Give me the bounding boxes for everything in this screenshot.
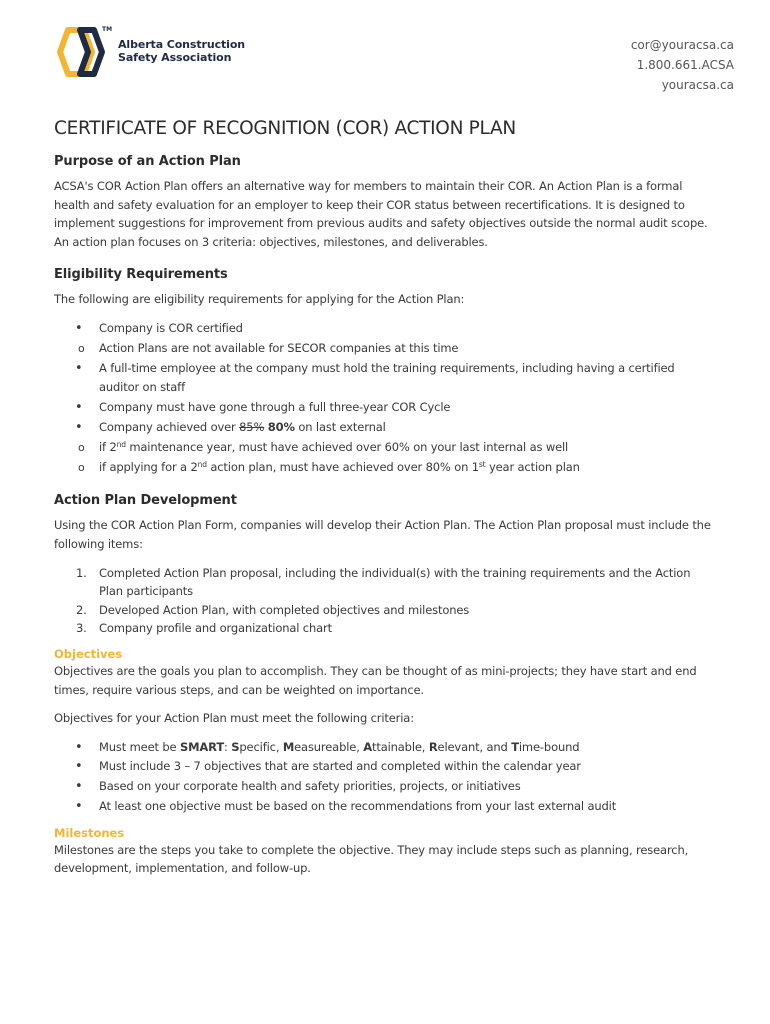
- hexagon-logo-icon: [54, 26, 113, 78]
- list-item: 3. Company profile and organizational chart: [76, 621, 332, 636]
- objectives-criteria-list: [54, 738, 714, 817]
- eligibility-heading: Eligibility Requirements: [54, 267, 228, 283]
- list-item: o if applying for a 2nd action plan, must have achieved over 80% on 1st year action plan: [54, 458, 714, 478]
- list-item: • Must include 3 – 7 objectives that are started and completed within the calendar year: [54, 757, 714, 777]
- objectives-body: Objectives are the goals you plan to accomplish. They can be thought of as mini-projects; they have start and end times, require various steps, and can be weighted on importance.: [54, 663, 697, 697]
- objectives-heading: Objectives: [54, 646, 123, 661]
- page-title: CERTIFICATE OF RECOGNITION (COR) ACTION PLAN: [54, 118, 516, 139]
- list-item: o if 2nd maintenance year, must have achieved over 60% on your last internal as well: [54, 438, 714, 458]
- development-list: [54, 564, 714, 638]
- purpose-body: ACSA's COR Action Plan offers an alternative way for members to maintain their COR. An Action Plan is a formal health and safety evaluation for an employer to keep their COR status between recertifications. It is designed to implement suggestions for improvement from previous audits and safety objectives outside the normal audit scope. An action plan focuses on 3 criteria: objectives, milestones, and deliverables.: [54, 179, 708, 249]
- list-item: • Company achieved over 85% 80% on last external o if 2nd maintenance year, must have achieved over 60% on your last internal as well o if applying for a 2nd action plan, must have achieved over 80% on 1st year action plan: [54, 418, 714, 477]
- list-item: • Must meet be SMART: Specific, Measureable, Attainable, Relevant, and Time-bound: [54, 738, 714, 758]
- list-item: • At least one objective must be based on the recommendations from your last external audit: [54, 797, 714, 817]
- eligibility-list: [54, 319, 714, 477]
- struck-value: 85%: [239, 419, 265, 434]
- list-item: • Company must have gone through a full three-year COR Cycle: [54, 398, 714, 418]
- contact-website: youracsa.ca: [661, 78, 734, 92]
- list-item: o Action Plans are not available for SECOR companies at this time: [54, 339, 714, 359]
- contact-email: cor@youracsa.ca: [630, 38, 734, 52]
- contact-block: [631, 35, 734, 95]
- sub-list: [54, 339, 714, 359]
- milestones-heading: Milestones: [54, 825, 125, 840]
- development-intro: Using the COR Action Plan Form, companies will develop their Action Plan. The Action Plan proposal must include the following items:: [54, 518, 711, 551]
- contact-phone: 1.800.661.ACSA: [636, 58, 734, 72]
- objectives-criteria-intro: Objectives for your Action Plan must meet the following criteria:: [54, 711, 414, 726]
- list-item: • A full-time employee at the company must hold the training requirements, including having a certified auditor on staff: [54, 359, 714, 399]
- document-body: [54, 118, 714, 888]
- list-item: • Company is COR certified o Action Plans are not available for SECOR companies at this time: [54, 319, 714, 359]
- sub-list: [54, 438, 714, 478]
- eligibility-intro: The following are eligibility requirements for applying for the Action Plan:: [54, 292, 465, 307]
- development-heading: Action Plan Development: [54, 493, 237, 509]
- org-name: Alberta Construction Safety Association: [118, 38, 246, 64]
- milestones-body: Milestones are the steps you take to complete the objective. They may include steps such as planning, research, development, implementation, and follow-up.: [54, 842, 689, 876]
- list-item: 2. Developed Action Plan, with completed objectives and milestones: [76, 602, 470, 617]
- list-item: • Based on your corporate health and safety priorities, projects, or initiatives: [54, 777, 714, 797]
- revised-value: 80%: [267, 419, 295, 434]
- trademark-mark: TM: [102, 26, 113, 33]
- list-item: 1. Completed Action Plan proposal, including the individual(s) with the training requirements and the Action Plan participants: [76, 565, 691, 599]
- acsa-logo: [54, 26, 254, 78]
- purpose-heading: Purpose of an Action Plan: [54, 154, 241, 169]
